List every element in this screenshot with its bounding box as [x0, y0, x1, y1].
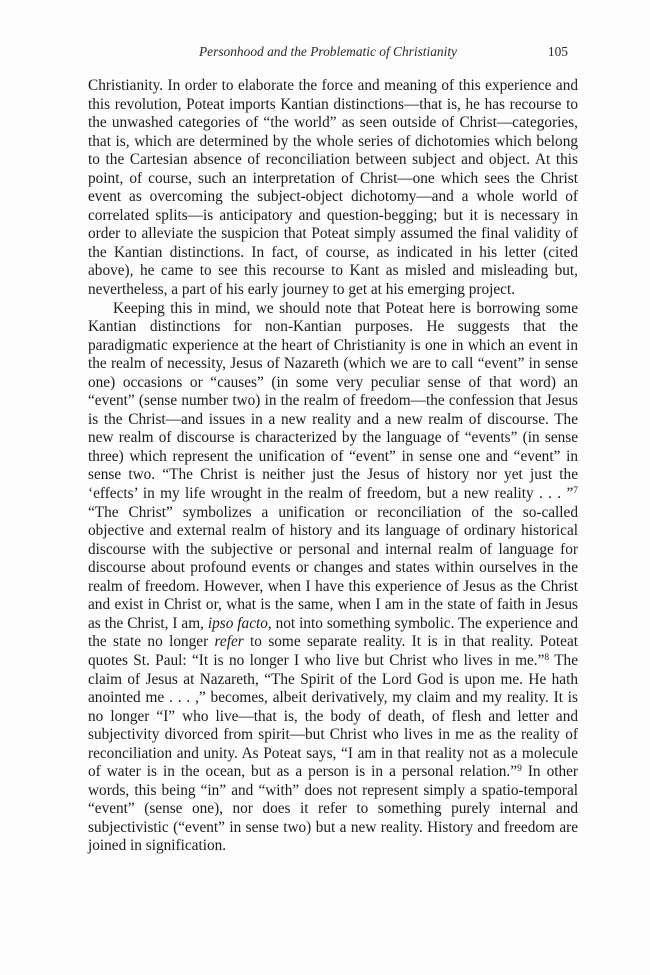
italic-word: refer — [214, 633, 244, 651]
page-number: 105 — [547, 44, 568, 59]
footnote-ref-8: 8 — [544, 652, 550, 663]
paragraph-text: Keeping this in mind, we should note that Poteat here is borrowing some Kantian distinctions for non-Kantian purposes. He suggests that the paradigmatic experience at the heart of Christianity is one in which an event in the realm of necessity, Jesus of Nazareth (which we are to call “event” in sense one) occasions or “causes” (in some very peculiar sense of that word) an “event” (sense number two) in the realm of freedom—the confession that Jesus is the Christ—and issues in a new reality and a new realm of discourse. The new realm of discourse is characterized by the language of “events” (in sense three) which represent the unification of “event” in sense one and “event” in sense two. “The Christ is neither just the Jesus of history nor yet just the ‘effects’ in my life wrought in the realm of freedom, but a new reality . . . ” — [88, 299, 578, 503]
paragraph-text: “The Christ” symbolizes a unification or reconciliation of the so-called objective and external realm of history and its language of ordinary historical discourse with the subjective or personal and internal realm of language for discourse about profound events or changes and states within ourselves in the realm of freedom. However, when I have this experience of Jesus as the Christ and exist in Christ or, what is the same, when I am in the state of faith in Jesus as the Christ, I am, — [88, 503, 578, 632]
italic-phrase: ipso facto — [207, 614, 268, 632]
paragraph-text: In other words, this being “in” and “with” does not represent simply a spatio-temporal “event” (sense one), nor does it refer to something purely internal and subjectivistic (“event” in sense two) but a new reality. History and freedom are joined in signification. — [88, 763, 579, 855]
paragraph-text: to some separate reality. It is in that reality. Poteat quotes St. Paul: “It is no longer I who live but Christ who lives in me.” — [88, 633, 578, 669]
footnote-ref-7: 7 — [573, 486, 578, 497]
paragraph-text: , not into something symbolic. The experience and the state no longer — [88, 614, 578, 651]
paragraph-text: Christianity. In order to elaborate the force and meaning of this experience and this revolution, Poteat imports Kantian distinctions—that is, he has recourse to the unwashed categories of “the world” as seen outside of Christ—categories, that is, which are determined by the whole series of dichotomies which belong to the Cartesian absence of reconciliation between subject and object. At this point, of course, such an interpretation of Christ—one which sees the Christ event as overcoming the subject-object dichotomy—and a whole world of correlated splits—is anticipatory and question-begging; but it is necessary in order to alleviate the suspicion that Poteat simply assumed the final validity of the Kantian distinctions. In fact, of course, as indicated in his letter (cited above), he came to see this recourse to Kant as misled and misleading but, nevertheless, a part of his early journey to get at his emerging project. — [88, 77, 578, 299]
paragraph-1 — [88, 77, 578, 300]
paragraph-text: The claim of Jesus at Nazareth, “The Spirit of the Lord God is upon me. He hath anointed me . . . ,” becomes, albeit derivatively, my claim and my reality. It is no longer “I” who live—that is, the body of death, of flesh and letter and subjectivity divorced from spirit—but Christ who lives in me as the reality of reconciliation and unity. As Poteat says, “I am in that reality not as a molecule of water is in the ocean, but as a person is in a personal relation.” — [88, 651, 578, 781]
footnote-ref-9: 9 — [517, 764, 522, 775]
body-text — [88, 77, 578, 856]
running-header — [88, 44, 568, 64]
paragraph-2 — [88, 300, 578, 856]
running-title: Personhood and the Problematic of Christianity — [199, 44, 457, 59]
